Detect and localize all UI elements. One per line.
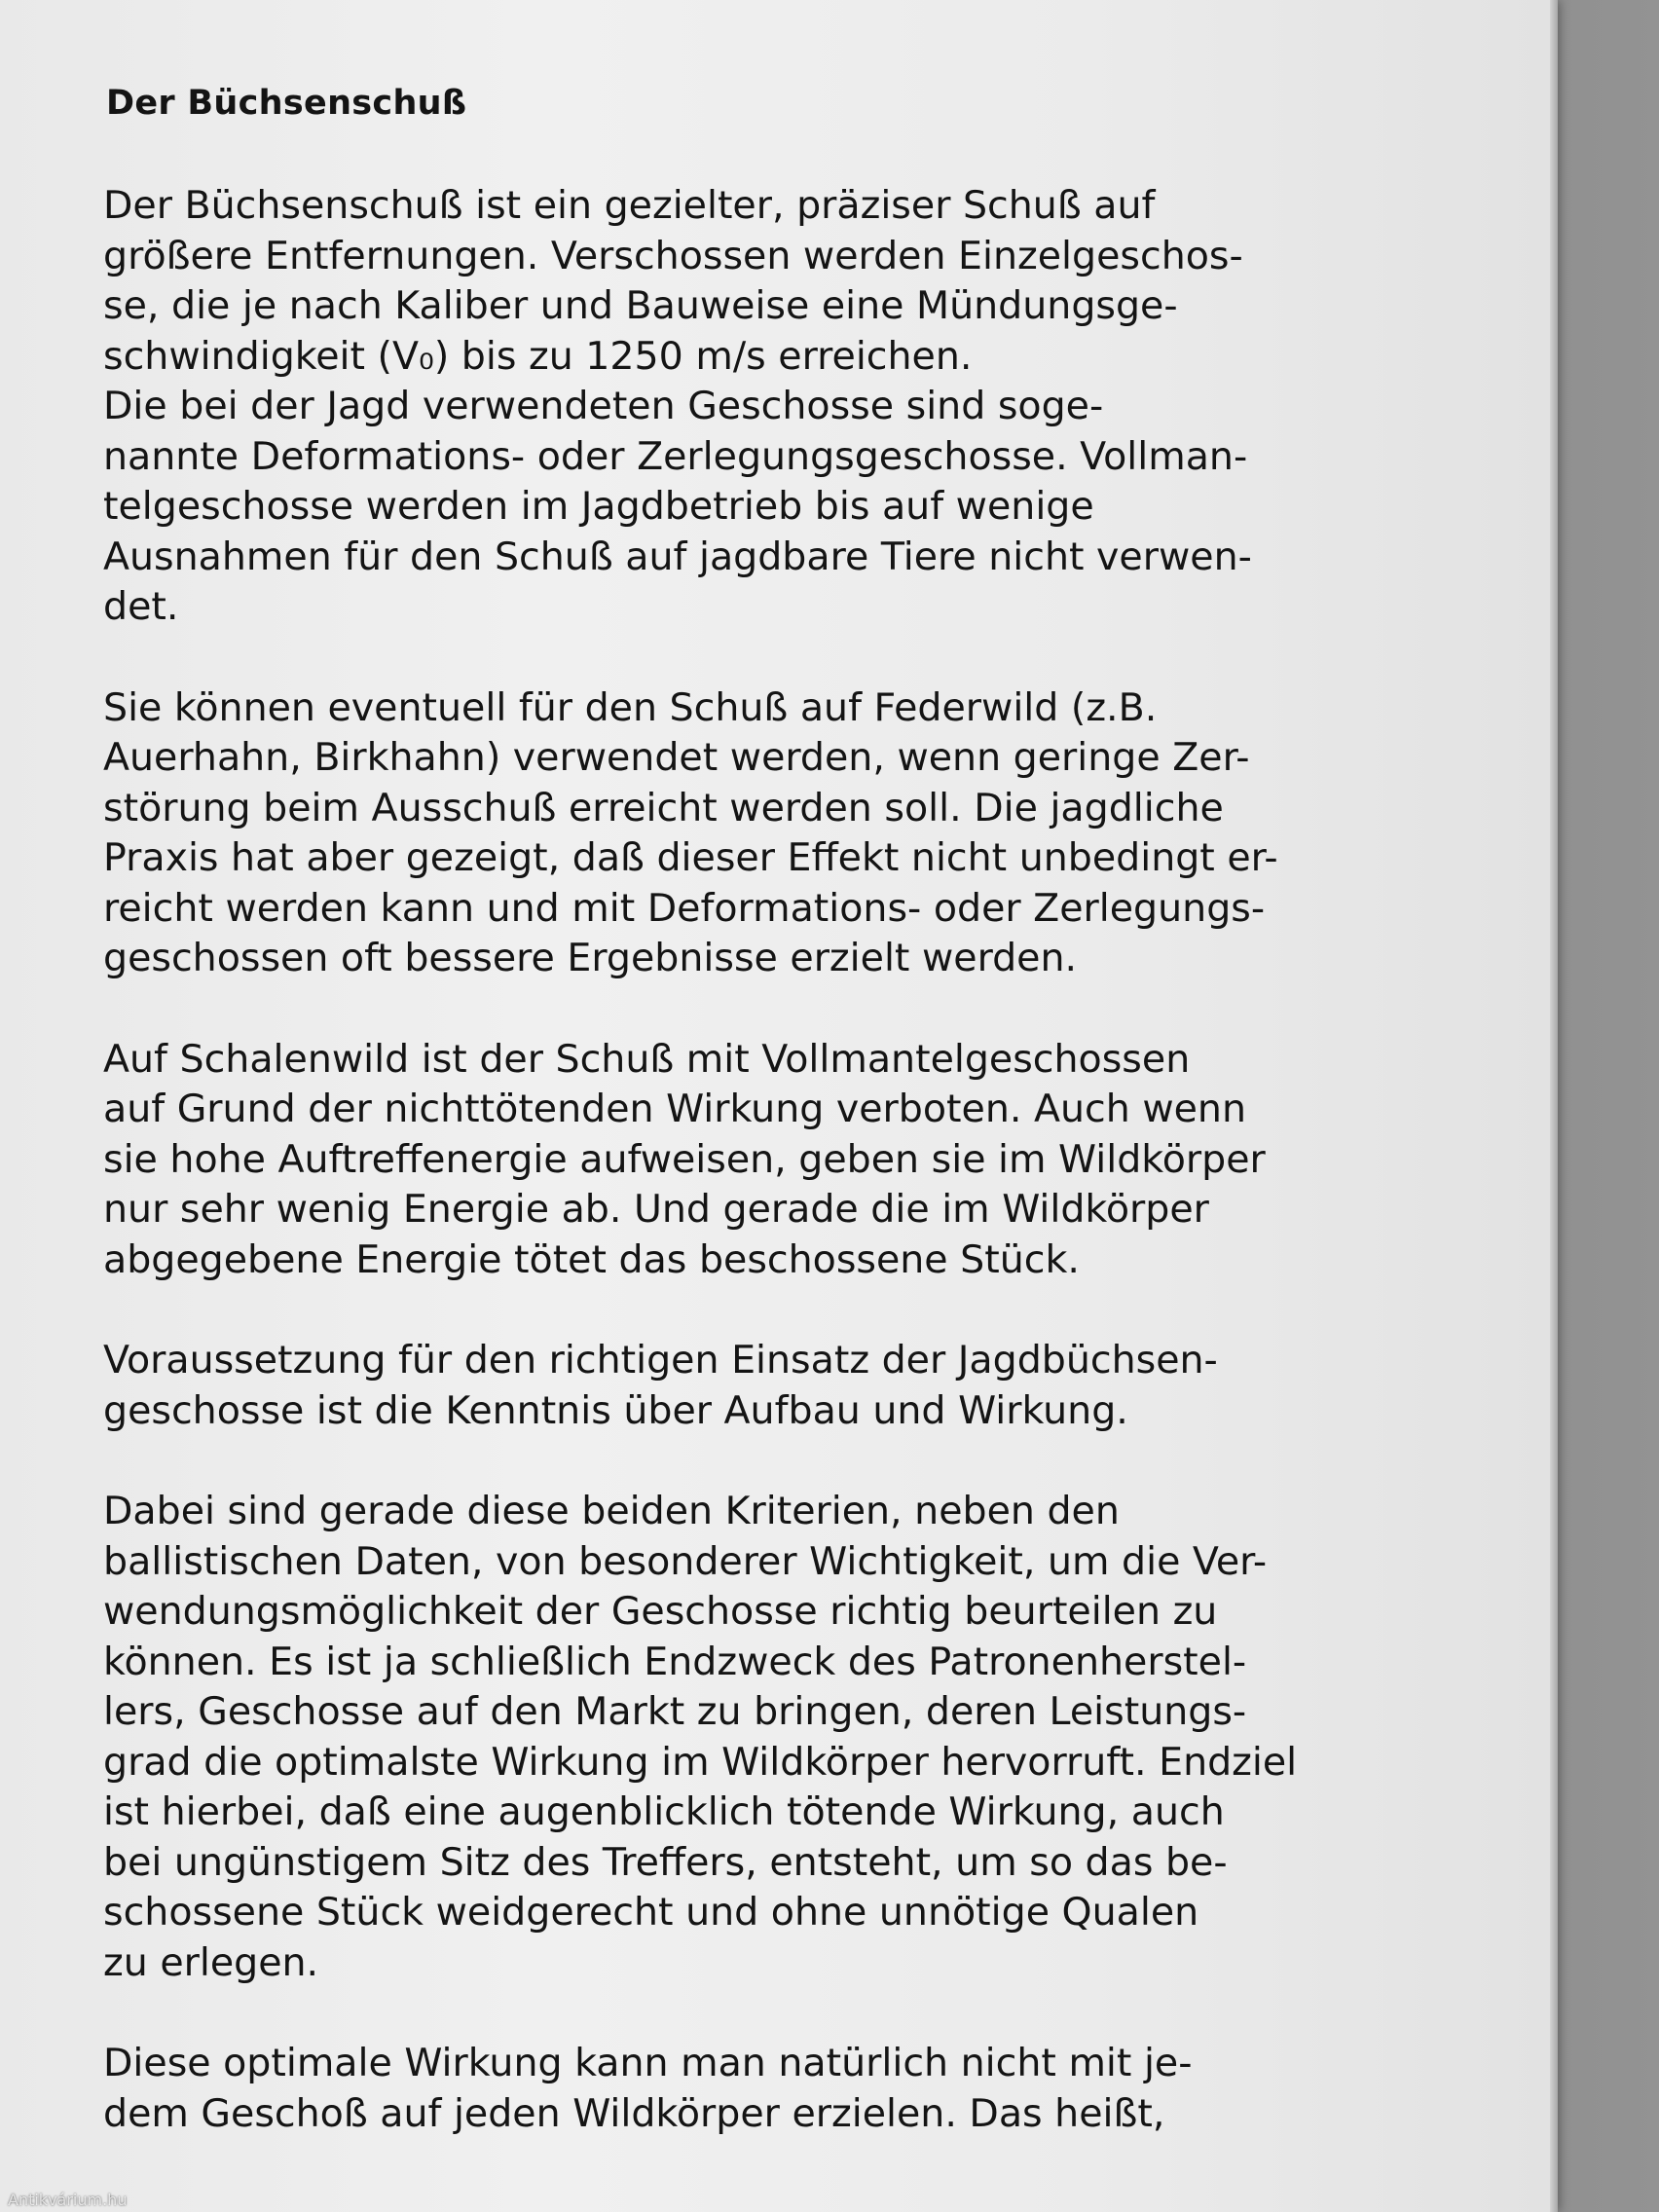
text-line: reicht werden kann und mit Deformations- oder Zerlegungs- <box>103 885 1266 931</box>
text-line: schwindigkeit (V₀) bis zu 1250 m/s erreichen. <box>103 333 973 379</box>
text-line: dem Geschoß auf jeden Wildkörper erzielen. Das heißt, <box>103 2090 1165 2136</box>
text-line: sie hohe Auftreffenergie aufweisen, geben sie im Wildkörper <box>103 1136 1266 1182</box>
text-line: zu erlegen. <box>103 1939 319 1985</box>
watermark: Antikvárium.hu <box>8 2191 128 2209</box>
text-line: Dabei sind gerade diese beiden Kriterien, neben den <box>103 1489 1120 1533</box>
paragraph-1 <box>43 181 1396 382</box>
text-line: können. Es ist ja schließlich Endzweck des Patronenherstel- <box>103 1639 1247 1684</box>
text-line: geschosse ist die Kenntnis über Aufbau und Wirkung. <box>103 1387 1128 1433</box>
text-line: telgeschosse werden im Jagdbetrieb bis auf wenige <box>103 484 1094 529</box>
text-line: Die bei der Jagd verwendeten Geschosse sind soge- <box>103 384 1104 428</box>
text-line: Auf Schalenwild ist der Schuß mit Vollmantelgeschossen <box>103 1036 1191 1082</box>
paragraph-4 <box>43 1035 1396 1286</box>
text-line: auf Grund der nichttötenden Wirkung verboten. Auch wenn <box>103 1087 1247 1131</box>
text-line: schossene Stück weidgerecht und ohne unnötige Qualen <box>103 1890 1199 1935</box>
text-line: nannte Deformations- oder Zerlegungsgeschosse. Vollman- <box>103 433 1248 479</box>
text-line: nur sehr wenig Energie ab. Und gerade die im Wildkörper <box>103 1187 1209 1232</box>
text-line: wendungsmöglichkeit der Geschosse richtig beurteilen zu <box>103 1589 1218 1634</box>
text-line: Der Büchsenschuß ist ein gezielter, präziser Schuß auf <box>103 183 1156 228</box>
text-line: geschossen oft bessere Ergebnisse erzielt werden. <box>103 936 1078 980</box>
text-line: se, die je nach Kaliber und Bauweise eine Mündungsge- <box>103 283 1178 328</box>
text-line: ballistischen Daten, von besonderer Wichtigkeit, um die Ver- <box>103 1538 1268 1584</box>
paragraph-3 <box>43 683 1396 984</box>
page-content <box>43 82 1396 2139</box>
text-line: grad die optimalste Wirkung im Wildkörper hervorruft. Endziel <box>103 1739 1298 1785</box>
paragraph-7 <box>43 2039 1396 2139</box>
text-line: Auerhahn, Birkhahn) verwendet werden, wenn geringe Zer- <box>103 735 1250 780</box>
section-heading: Der Büchsenschuß <box>106 84 467 123</box>
text-line: det. <box>103 584 179 629</box>
text-line: störung beim Ausschuß erreicht werden soll. Die jagdliche <box>103 785 1224 830</box>
text-line: Voraussetzung für den richtigen Einsatz der Jagdbüchsen- <box>103 1338 1218 1382</box>
page-edge <box>1550 0 1558 2212</box>
text-line: größere Entfernungen. Verschossen werden Einzelgeschos- <box>103 233 1243 278</box>
text-line: Ausnahmen für den Schuß auf jagdbare Tiere nicht verwen- <box>103 534 1252 579</box>
text-line: abgegebene Energie tötet das beschossene Stück. <box>103 1236 1080 1282</box>
text-line: Praxis hat aber gezeigt, daß dieser Effekt nicht unbedingt er- <box>103 835 1278 880</box>
text-line: ist hierbei, daß eine augenblicklich tötende Wirkung, auch <box>103 1789 1225 1834</box>
paragraph-2 <box>43 382 1396 633</box>
paragraph-5 <box>43 1336 1396 1436</box>
text-line: lers, Geschosse auf den Markt zu bringen, deren Leistungs- <box>103 1689 1247 1734</box>
paragraph-6 <box>43 1487 1396 1988</box>
text-line: bei ungünstigem Sitz des Treffers, entsteht, um so das be- <box>103 1839 1228 1885</box>
text-line: Sie können eventuell für den Schuß auf Federwild (z.B. <box>103 684 1158 730</box>
text-line: Diese optimale Wirkung kann man natürlich nicht mit je- <box>103 2041 1193 2085</box>
